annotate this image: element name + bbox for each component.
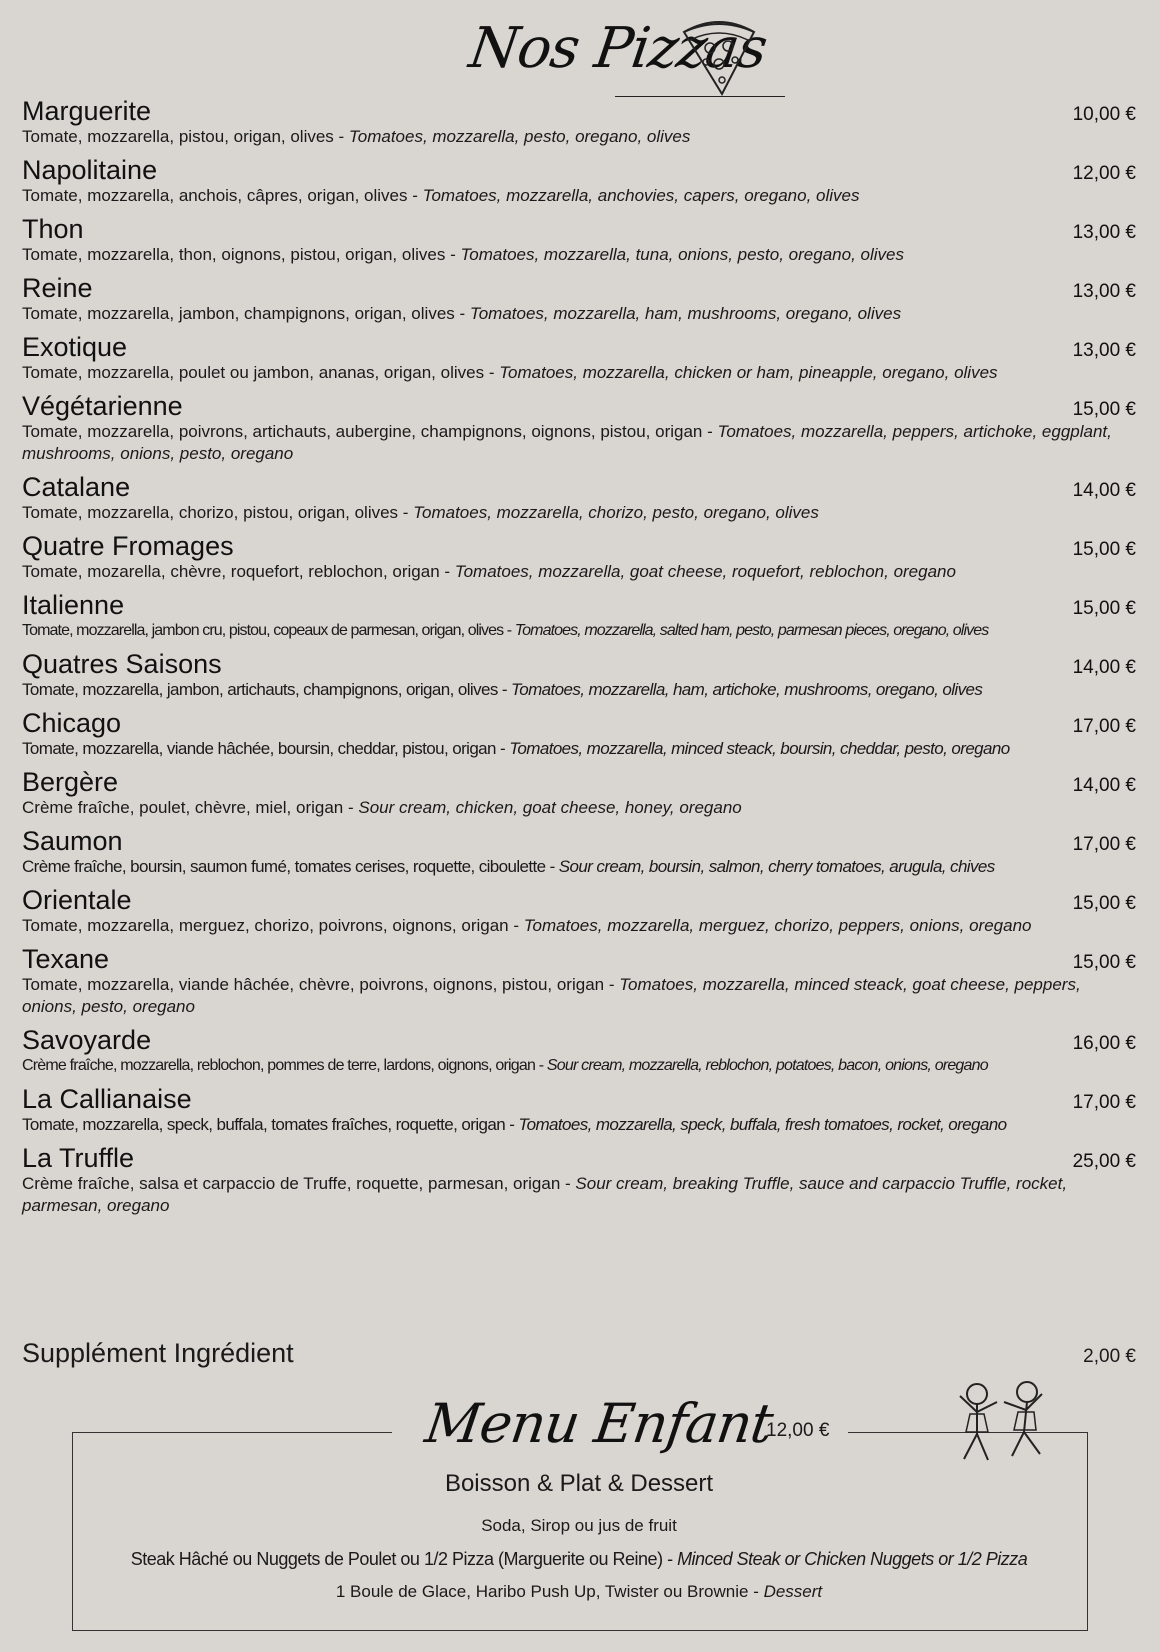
description-en: Tomatoes, mozzarella, minced steack, goat cheese, peppers, onions, pesto, oregano [22,975,1081,1016]
kids-menu [72,1392,1086,1630]
item-name: Quatre Fromages [22,531,234,561]
item-price: 17,00 € [1072,716,1136,737]
description-fr: Tomate, mozzarella, viande hâchée, chèvre, poivrons, oignons, pistou, origan - [22,975,620,994]
item-price: 13,00 € [1072,340,1136,361]
item-name: Chicago [22,708,122,738]
item-price: 15,00 € [1072,399,1136,420]
item-price: 13,00 € [1072,222,1136,243]
description-fr: Tomate, mozzarella, merguez, chorizo, poivrons, oignons, origan - [22,916,524,935]
supplement-name: Supplément Ingrédient [22,1338,294,1368]
description-en: Tomatoes, mozzarella, chicken or ham, pineapple, oregano, olives [499,363,998,382]
item-name: Marguerite [22,96,152,126]
menu-item [22,1084,1136,1136]
item-description [22,797,1136,819]
menu-item [22,1143,1136,1217]
description-fr: Tomate, mozzarella, speck, buffala, tomates fraîches, roquette, origan - [22,1115,519,1134]
description-en: Tomatoes, mozzarella, peppers, artichoke, eggplant, mushrooms, onions, pesto, oregano [22,422,1112,463]
item-name: Exotique [22,332,128,362]
description-en: Tomatoes, mozzarella, speck, buffala, fresh tomatoes, rocket, oregano [518,1115,1007,1134]
menu-item [22,944,1136,1018]
menu-item [22,391,1136,465]
description-fr: Crème fraîche, mozzarella, reblochon, pommes de terre, lardons, oignons, origan - [22,1057,547,1074]
description-en: Tomatoes, mozzarella, minced steack, boursin, cheddar, pesto, oregano [509,739,1010,758]
description-fr: Tomate, mozzarella, poulet ou jambon, ananas, origan, olives - [22,363,500,382]
description-fr: Tomate, mozarella, chèvre, roquefort, reblochon, origan - [22,562,455,581]
item-price: 10,00 € [1072,104,1136,125]
menu-item [22,332,1136,384]
menu-item [22,590,1136,642]
dessert-en: Dessert [763,1582,823,1601]
item-name: Thon [22,214,84,244]
item-name: Reine [22,273,93,303]
item-description [22,303,1136,325]
description-en: Tomatoes, mozzarella, ham, artichoke, mushrooms, oregano, olives [511,680,983,699]
description-en: Tomatoes, mozzarella, chorizo, pesto, oregano, olives [413,503,819,522]
menu-item [22,826,1136,878]
description-fr: Tomate, mozzarella, pistou, origan, olives - [22,127,349,146]
description-fr: Tomate, mozzarella, anchois, câpres, origan, olives - [22,186,423,205]
kids-menu-title: Menu Enfant [421,1392,777,1455]
description-fr: Tomate, mozzarella, jambon, artichauts, champignons, origan, olives - [22,680,512,699]
item-description [22,1055,1136,1077]
kids-menu-main [72,1549,1086,1570]
item-description [22,974,1136,1018]
item-name: Quatres Saisons [22,649,222,679]
kids-menu-drink: Soda, Sirop ou jus de fruit [481,1516,677,1535]
description-fr: Crème fraîche, poulet, chèvre, miel, origan - [22,798,359,817]
item-description [22,915,1136,937]
description-en: Sour cream, boursin, salmon, cherry tomatoes, arugula, chives [558,857,995,876]
item-price: 14,00 € [1072,480,1136,501]
description-en: Tomatoes, mozzarella, goat cheese, roquefort, reblochon, oregano [454,562,956,581]
menu-item [22,1025,1136,1077]
frame-top-left-line [72,1432,392,1433]
kids-menu-dessert [72,1582,1086,1602]
item-name: Savoyarde [22,1025,152,1055]
item-name: Orientale [22,885,132,915]
item-description [22,502,1136,524]
item-description [22,244,1136,266]
dessert-fr: 1 Boule de Glace, Haribo Push Up, Twister ou Brownie - [335,1582,764,1601]
item-name: Bergère [22,767,119,797]
menu-item [22,767,1136,819]
menu-item [22,885,1136,937]
item-name: La Callianaise [22,1084,192,1114]
item-description [22,679,1136,701]
pizza-list [22,96,1136,1224]
item-price: 17,00 € [1072,834,1136,855]
item-price: 15,00 € [1072,539,1136,560]
main-en: Minced Steak or Chicken Nuggets or 1/2 Pizza [677,1549,1028,1569]
item-price: 15,00 € [1072,893,1136,914]
menu-header [0,8,1160,103]
description-en: Tomatoes, mozzarella, anchovies, capers, oregano, olives [422,186,860,205]
item-price: 15,00 € [1072,952,1136,973]
description-en: Sour cream, mozzarella, reblochon, potatoes, bacon, onions, oregano [546,1057,988,1074]
item-price: 13,00 € [1072,281,1136,302]
description-fr: Tomate, mozzarella, chorizo, pistou, origan, olives - [22,503,414,522]
description-fr: Crème fraîche, boursin, saumon fumé, tomates cerises, roquette, ciboulette - [22,857,559,876]
item-name: Saumon [22,826,123,856]
menu-item [22,531,1136,583]
kids-menu-subtitle: Boisson & Plat & Dessert [444,1470,714,1497]
item-name: Napolitaine [22,155,158,185]
item-description [22,421,1136,465]
description-en: Sour cream, chicken, goat cheese, honey, oregano [358,798,742,817]
description-en: Sour cream, breaking Truffle, sauce and carpaccio Truffle, rocket, parmesan, oregano [22,1174,1068,1215]
menu-item [22,214,1136,266]
item-name: La Truffle [22,1143,135,1173]
menu-item [22,472,1136,524]
description-fr: Tomate, mozzarella, jambon cru, pistou, copeaux de parmesan, origan, olives - [22,622,515,639]
item-description [22,126,1136,148]
supplement-row [22,1338,1136,1369]
dancing-children-icon [942,1374,1062,1474]
menu-item [22,708,1136,760]
description-fr: Tomate, mozzarella, poivrons, artichauts, aubergine, champignons, oignons, pistou, origan - [22,422,718,441]
item-description [22,362,1136,384]
item-price: 15,00 € [1072,598,1136,619]
description-fr: Tomate, mozzarella, jambon, champignons, origan, olives - [22,304,470,323]
description-fr: Crème fraîche, salsa et carpaccio de Truffe, roquette, parmesan, origan - [22,1174,576,1193]
description-fr: Tomate, mozzarella, viande hâchée, boursin, cheddar, pistou, origan - [22,739,510,758]
item-price: 16,00 € [1072,1033,1136,1054]
main-fr: Steak Hâché ou Nuggets de Poulet ou 1/2 Pizza (Marguerite ou Reine) - [130,1549,678,1569]
menu-item [22,273,1136,325]
menu-item [22,96,1136,148]
item-name: Texane [22,944,110,974]
item-description [22,856,1136,878]
kids-menu-price: 12,00 € [766,1420,830,1441]
pizza-slice-icon [680,18,758,98]
item-description [22,1173,1136,1217]
description-en: Tomatoes, mozzarella, ham, mushrooms, oregano, olives [469,304,902,323]
item-price: 12,00 € [1072,163,1136,184]
description-en: Tomatoes, mozzarella, tuna, onions, pesto, oregano, olives [460,245,904,264]
description-en: Tomatoes, mozzarella, salted ham, pesto, parmesan pieces, oregano, olives [514,622,989,639]
item-description [22,620,1136,642]
description-en: Tomatoes, mozzarella, pesto, oregano, olives [348,127,691,146]
item-price: 14,00 € [1072,657,1136,678]
item-description [22,561,1136,583]
item-description [22,185,1136,207]
item-name: Végétarienne [22,391,183,421]
item-description [22,1114,1136,1136]
item-price: 14,00 € [1072,775,1136,796]
item-description [22,738,1136,760]
supplement-price: 2,00 € [1083,1346,1136,1367]
description-en: Tomatoes, mozzarella, merguez, chorizo, peppers, onions, oregano [523,916,1032,935]
menu-item [22,649,1136,701]
item-name: Catalane [22,472,131,502]
page-title: Nos Pizzas [465,16,771,81]
menu-item [22,155,1136,207]
item-price: 25,00 € [1072,1151,1136,1172]
item-name: Italienne [22,590,125,620]
item-price: 17,00 € [1072,1092,1136,1113]
description-fr: Tomate, mozzarella, thon, oignons, pistou, origan, olives - [22,245,461,264]
